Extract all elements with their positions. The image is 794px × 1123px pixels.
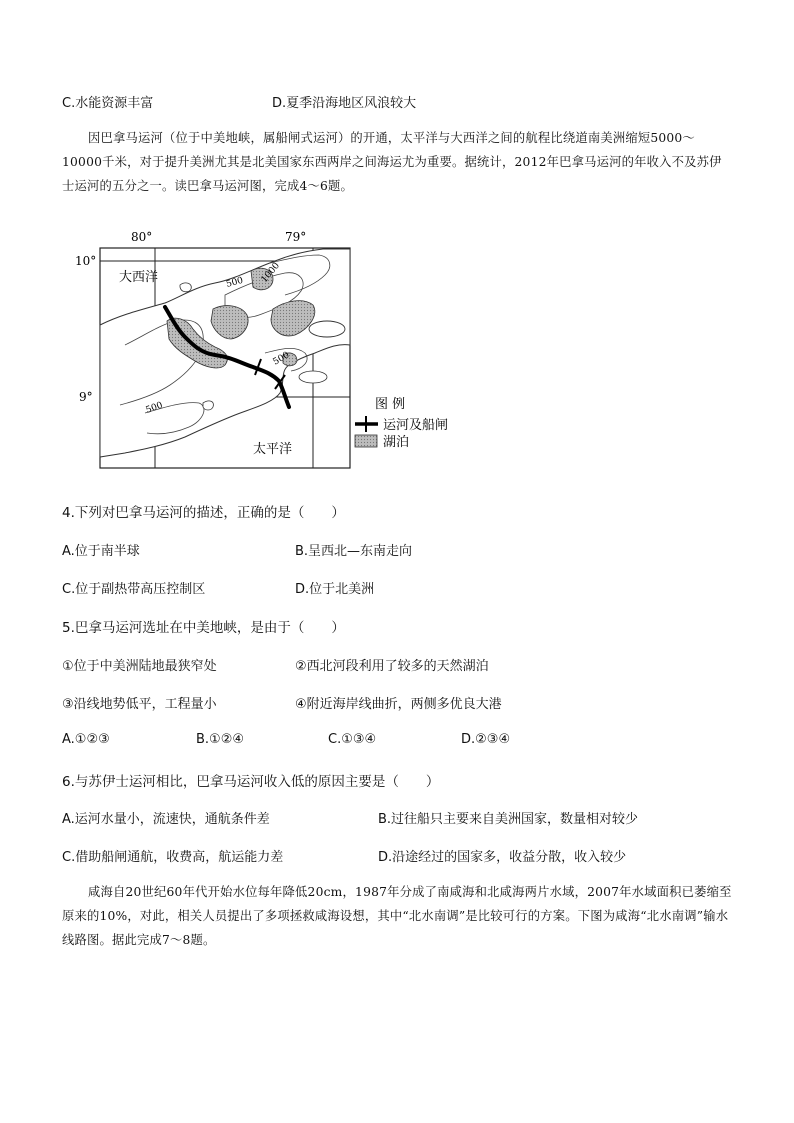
lat-label-9: 9° [79, 390, 93, 404]
contour-label-500-south: 500 [144, 400, 165, 416]
contour-label-500-north: 500 [225, 275, 245, 290]
ocean-pacific-label: 太平洋 [253, 442, 293, 457]
legend-title: 图 例 [375, 397, 406, 412]
lon-label-79: 79° [285, 230, 307, 244]
panama-canal-map [75, 225, 470, 470]
q6-stem: 6.与苏伊士运河相比，巴拿马运河收入低的原因主要是（ ） [62, 774, 440, 790]
q5-option-b: B.①②④ [196, 732, 245, 747]
q5-statement-2: ②西北河段利用了较多的天然湖泊 [295, 659, 489, 674]
q5-statement-3: ③沿线地势低平，工程量小 [62, 697, 217, 712]
q6-option-d: D.沿途经过的国家多，收益分散，收入较少 [378, 850, 627, 865]
ocean-atlantic-label: 大西洋 [119, 270, 159, 285]
q5-option-d: D.②③④ [461, 732, 511, 747]
q3-option-d: D.夏季沿海地区风浪较大 [272, 96, 417, 111]
q3-option-c: C.水能资源丰富 [62, 96, 154, 111]
q4-option-b: B.呈西北—东南走向 [295, 544, 413, 559]
q4-stem: 4.下列对巴拿马运河的描述，正确的是（ ） [62, 505, 345, 521]
legend-canal-label: 运河及船闸 [383, 418, 449, 433]
legend-lake-label: 湖泊 [383, 435, 410, 450]
q5-option-c: C.①③④ [328, 732, 377, 747]
q5-stem: 5.巴拿马运河选址在中美地峡，是由于（ ） [62, 620, 345, 636]
q5-statement-1: ①位于中美洲陆地最狭窄处 [62, 659, 217, 674]
intro-xianhai-paragraph: 咸海自20世纪60年代开始水位每年降低20cm，1987年分成了南咸海和北咸海两片水域，2007年水域面积已萎缩至原来的10%，对此，相关人员提出了多项拯救咸海设想，其中“北水南调”是比较可行的方案。下图为咸海“北水南调”输水线路图。据此完成7～8题。 [62, 885, 732, 947]
contour-label-500-east: 500 [271, 350, 292, 368]
lat-label-10: 10° [75, 254, 97, 268]
q6-option-b: B.过往船只主要来自美洲国家，数量相对较少 [378, 812, 639, 827]
intro-panama-paragraph: 因巴拿马运河（位于中美地峡，属船闸式运河）的开通，太平洋与大西洋之间的航程比绕道南美洲缩短5000～10000千米，对于提升美洲尤其是北美国家东西两岸之间海运尤为重要。据统计，2012年巴拿马运河的年收入不及苏伊士运河的五分之一。读巴拿马运河图，完成4～6题。 [62, 131, 722, 193]
contour-label-1000: 1000 [259, 260, 283, 285]
q4-option-d: D.位于北美洲 [295, 582, 375, 597]
island [309, 321, 345, 337]
q6-option-a: A.运河水量小，流速快，通航条件差 [62, 812, 270, 827]
q6-option-c: C.借助船闸通航，收费高，航运能力差 [62, 850, 284, 865]
q4-option-c: C.位于副热带高压控制区 [62, 582, 206, 597]
q5-option-a: A.①②③ [62, 732, 110, 747]
q5-statement-4: ④附近海岸线曲折，两侧多优良大港 [295, 697, 502, 712]
lon-label-80: 80° [131, 230, 153, 244]
q4-option-a: A.位于南半球 [62, 544, 140, 559]
